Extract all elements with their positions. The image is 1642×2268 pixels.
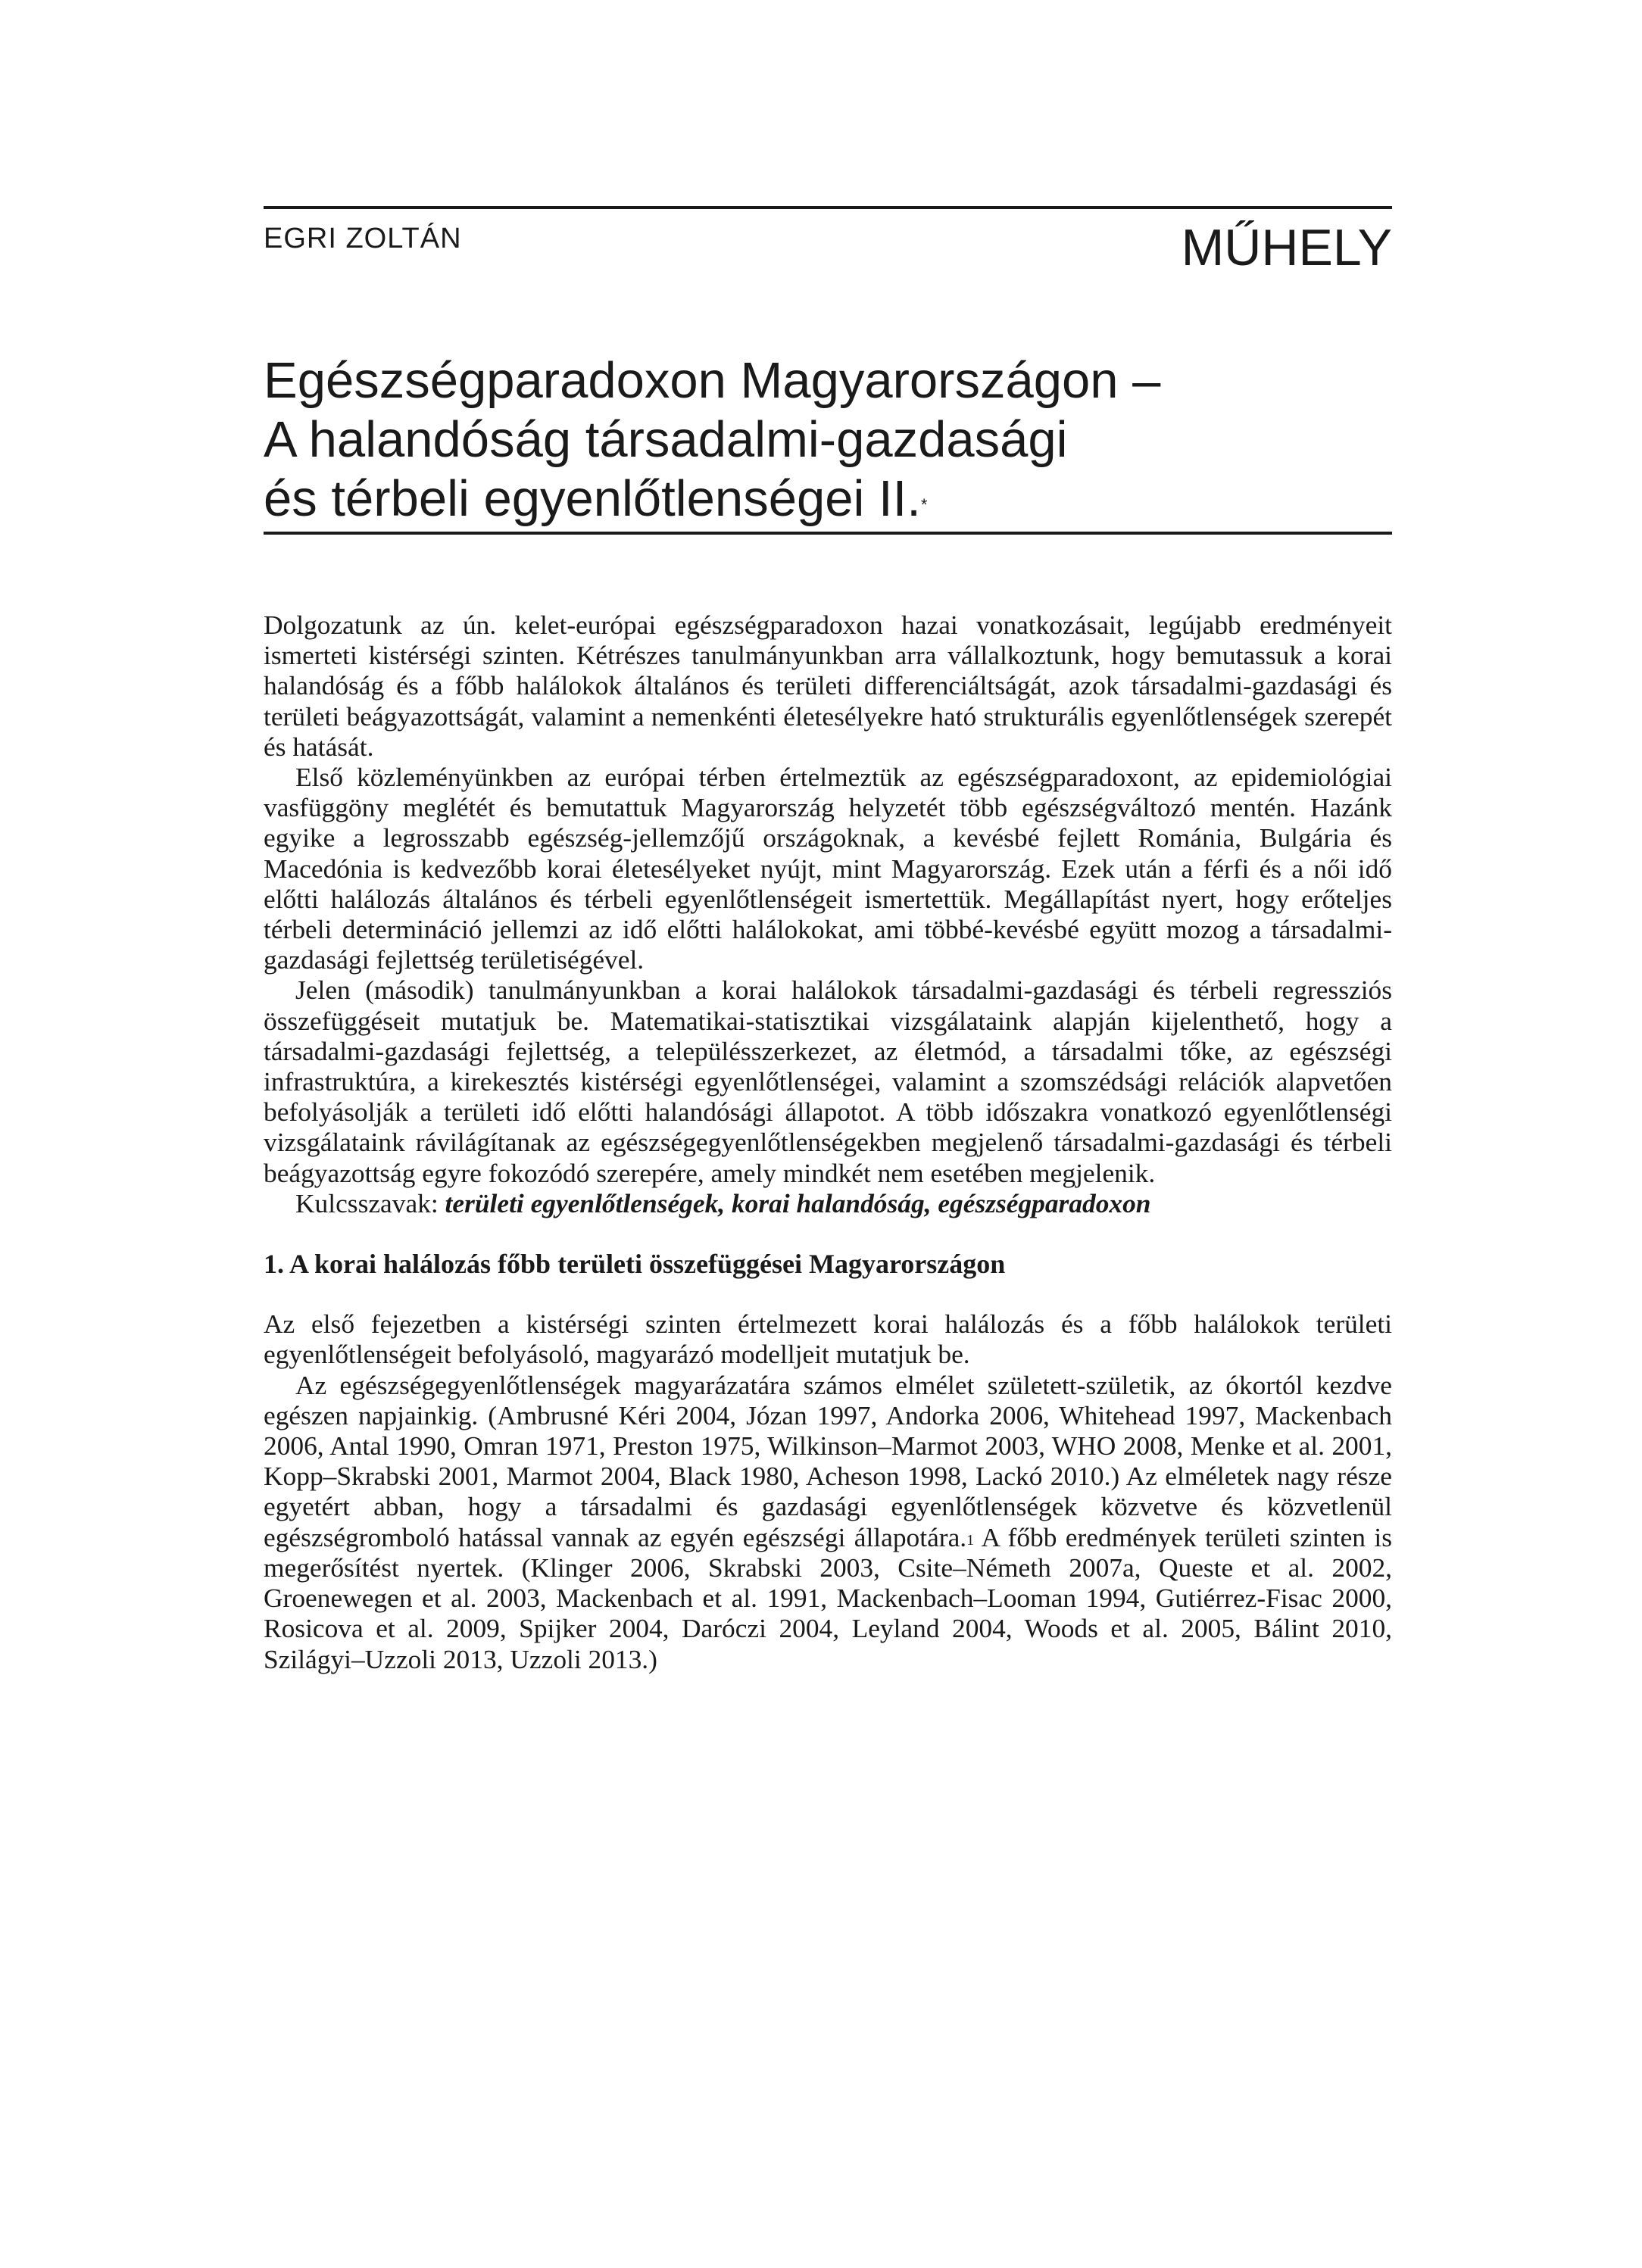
title-line-1: Egészségparadoxon Magyarországon – — [264, 352, 1161, 409]
keywords-label: Kulcsszavak: — [295, 1187, 439, 1218]
footnote-ref[interactable]: 1 — [966, 1531, 975, 1549]
page-header — [264, 206, 1392, 276]
keywords — [264, 1188, 1392, 1218]
article-title — [264, 351, 1392, 529]
title-rule — [264, 532, 1392, 535]
section-paragraph-2 — [264, 1370, 1392, 1674]
section-paragraph-2-part-b: A főbb eredmények területi szinten is megerősítést nyertek. (Klinger 2006, Skrabski 2003, Csite–Németh 2007a, Queste et al. 2002, Groenewegen et al. 2003, Mackenbach et al. 1991, Mackenbach–Looman 1994, Gutiérrez-Fisac 2000, Rosicova et al. 2009, Spijker 2004, Daróczi 2004, Leyland 2004, Woods et al. 2005, Bálint 2010, Szilágyi–Uzzoli 2013, Uzzoli 2013.) — [264, 1521, 1392, 1674]
section-paragraph-1: Az első fejezetben a kistérségi szinten értelmezett korai halálozás és a főbb halálokok területi egyenlőtlenségeit befolyásoló, magyarázó modelljeit mutatjuk be. — [264, 1309, 1392, 1370]
keywords-list: területi egyenlőtlenségek, korai halandóság, egészségparadoxon — [445, 1187, 1151, 1218]
title-line-3-text: és térbeli egyenlőtlenségei II. — [264, 470, 921, 527]
abstract-paragraph-3: Jelen (második) tanulmányunkban a korai halálokok társadalmi-gazdasági és térbeli regressziós összefüggéseit mutatjuk be. Matematikai-statisztikai vizsgálataink alapján kijelenthető, hogy a társadalmi-gazdasági fejlettség, a településszerkezet, az életmód, a társadalmi tőke, az egészségi infrastruktúra, a kirekesztés kistérségi egyenlőtlenségei, valamint a szomszédsági relációk alapvetően befolyásolják a területi idő előtti halandósági állapotot. A több időszakra vonatkozó egyenlőtlenségi vizsgálataink rávilágítanak az egészségegyenlőtlenségekben megjelenő társadalmi-gazdasági és térbeli beágyazottság egyre fokozódó szerepére, amely mindkét nem esetében megjelenik. — [264, 975, 1392, 1188]
author-name: EGRI ZOLTÁN — [264, 223, 462, 254]
section-paragraph-2-part-a: Az egészségegyenlőtlenségek magyarázatára számos elmélet született-születik, az ókortól kezdve egészen napjainkig. (Ambrusné Kéri 2004, Józan 1997, Andorka 2006, Whitehead 1997, Mackenbach 2006, Antal 1990, Omran 1971, Preston 1975, Wilkinson–Marmot 2003, WHO 2008, Menke et al. 2001, Kopp–Skrabski 2001, Marmot 2004, Black 1980, Acheson 1998, Lackó 2010.) Az elméletek nagy része egyetért abban, hogy a társadalmi és gazdasági egyenlőtlenségek közvetve és közvetlenül egészségromboló hatással vannak az egyén egészségi állapotára. — [264, 1369, 1392, 1552]
title-footnote-mark: * — [920, 495, 928, 514]
section-heading: 1. A korai halálozás főbb területi összefüggései Magyarországon — [264, 1249, 1006, 1280]
title-line-3 — [264, 470, 1392, 529]
abstract-paragraph-1: Dolgozatunk az ún. kelet-európai egészségparadoxon hazai vonatkozásait, legújabb eredményeit ismerteti kistérségi szinten. Kétrészes tanulmányunkban arra vállalkoztunk, hogy bemutassuk a korai halandóság és a főbb halálokok általános és területi differenciáltságát, azok társadalmi-gazdasági és területi beágyazottságát, valamint a nemenkénti életesélyekre ható strukturális egyenlőtlenségek szerepét és hatását. — [264, 610, 1392, 762]
section-label: MŰHELY — [1181, 219, 1392, 276]
abstract-paragraph-2: Első közleményünkben az európai térben értelmeztük az egészségparadoxont, az epidemiológiai vasfüggöny meglétét és bemutattuk Magyarország helyzetét több egészségváltozó mentén. Hazánk egyike a legrosszabb egészség-jellemzőjű országoknak, a kevésbé fejlett Románia, Bulgária és Macedónia is kedvezőbb korai életesélyeket nyújt, mint Magyarország. Ezek után a férfi és a női idő előtti halálozás általános és térbeli egyenlőtlenségeit ismertettük. Megállapítást nyert, hogy erőteljes térbeli determináció jellemzi az idő előtti halálokokat, ami többé-kevésbé együtt mozog a társadalmi-gazdasági fejlettség területiségével. — [264, 762, 1392, 975]
title-line-2: A halandóság társadalmi-gazdasági — [264, 411, 1068, 468]
article-body — [264, 610, 1392, 1674]
